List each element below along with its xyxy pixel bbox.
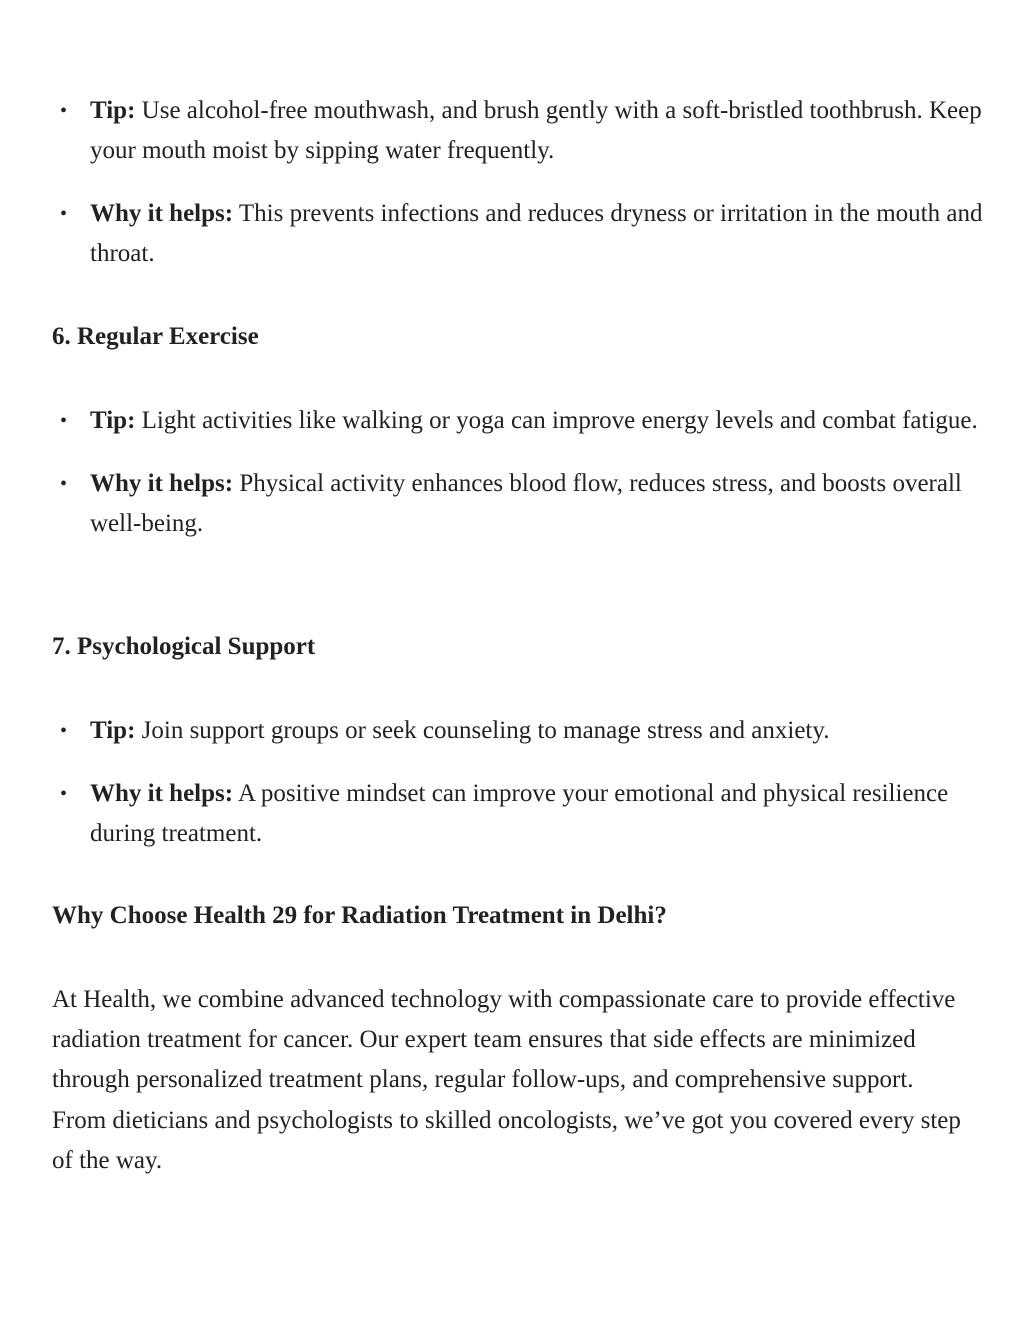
section-heading-exercise: 6. Regular Exercise	[52, 323, 259, 350]
list-item	[52, 774, 984, 854]
item-text: A positive mindset can improve your emotional and physical resilience during treatment.	[90, 780, 949, 847]
item-text: This prevents infections and reduces dryness or irritation in the mouth and throat.	[90, 200, 983, 267]
item-text: Join support groups or seek counseling to manage stress and anxiety.	[141, 717, 830, 744]
bullet: •	[60, 720, 68, 742]
oral-care-list	[52, 91, 984, 274]
section-heading-why-choose: Why Choose Health 29 for Radiation Treatment in Delhi?	[52, 902, 667, 929]
list-item	[52, 91, 984, 171]
bullet: •	[60, 473, 68, 495]
item-label: Why it helps:	[90, 780, 234, 807]
item-text: Use alcohol-free mouthwash, and brush gently with a soft-bristled toothbrush. Keep your mouth moist by sipping water frequently.	[90, 97, 982, 164]
item-text: Light activities like walking or yoga can improve energy levels and combat fatigue.	[141, 407, 978, 434]
item-label: Why it helps:	[90, 200, 234, 227]
why-choose-paragraph: At Health, we combine advanced technology with compassionate care to provide effective radiation treatment for cancer. Our expert team ensures that side effects are minimized through personalized treatment plans, regular follow-ups, and comprehensive support. From dieticians and psychologists to skilled oncologists, we’ve got you covered every step of the way.	[52, 986, 961, 1174]
list-item	[52, 401, 984, 441]
bullet: •	[60, 100, 68, 122]
psych-support-list	[52, 711, 984, 854]
bullet: •	[60, 783, 68, 805]
bullet: •	[60, 203, 68, 225]
section-heading-psych: 7. Psychological Support	[52, 633, 316, 660]
list-item	[52, 464, 984, 544]
item-label: Why it helps:	[90, 470, 234, 497]
item-label: Tip:	[90, 407, 136, 434]
list-item	[52, 711, 984, 751]
exercise-list	[52, 401, 984, 544]
item-label: Tip:	[90, 717, 136, 744]
list-item	[52, 194, 984, 274]
bullet: •	[60, 410, 68, 432]
item-label: Tip:	[90, 97, 136, 124]
item-text: Physical activity enhances blood flow, reduces stress, and boosts overall well-being.	[90, 470, 962, 537]
